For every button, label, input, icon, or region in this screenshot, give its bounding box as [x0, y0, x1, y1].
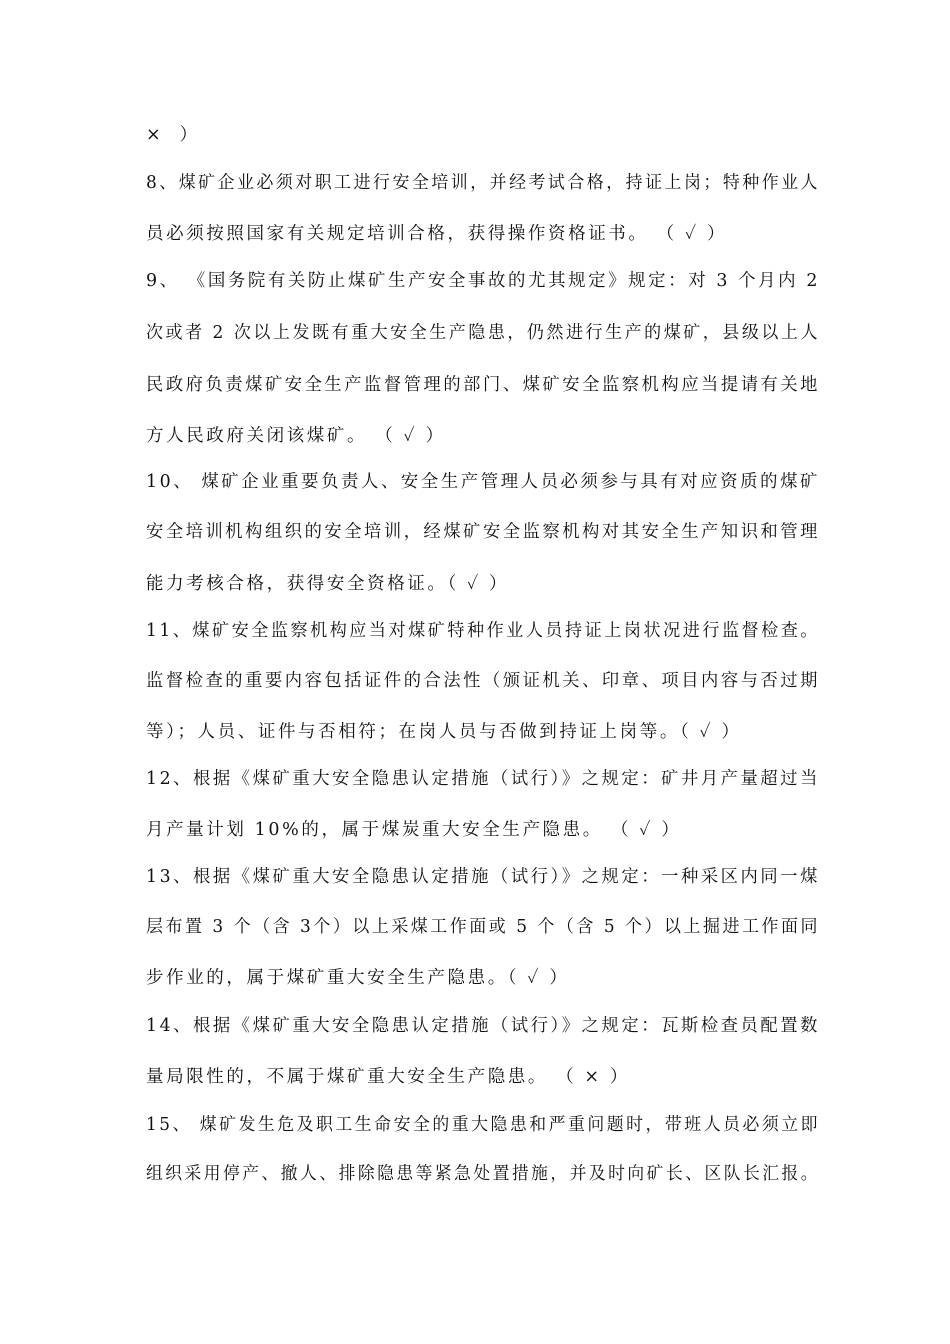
text-line	[146, 270, 823, 292]
text-line	[146, 1015, 828, 1037]
text-line	[146, 374, 829, 396]
line-text: 监督检查的重要内容包括证件的合法性（颁证机关、印章、项目内容与否过期	[146, 671, 820, 691]
line-text: 月产量计划 10%的，属于煤炭重大安全生产隐患。 （ ✓ ）	[146, 820, 682, 840]
text-line	[146, 1114, 845, 1136]
line-text: 12、根据《煤矿重大安全隐患认定措施（试行）》之规定：矿井月产量超过当	[146, 769, 820, 789]
line-text: 方人民政府关闭该煤矿。 （ ✓ ）	[146, 426, 446, 446]
text-line	[146, 172, 843, 194]
line-text: 9、 《国务院有关防止煤矿生产安全事故的尤其规定》规定：对 3 个月内 2	[146, 271, 820, 291]
text-line	[146, 670, 829, 692]
line-text: 量局限性的，不属于煤矿重大安全生产隐患。 （ × ）	[146, 1067, 630, 1087]
text-line	[146, 866, 828, 888]
line-text: × ）	[146, 125, 200, 145]
text-line	[146, 1066, 630, 1088]
text-line	[146, 721, 742, 743]
text-line	[146, 124, 200, 146]
line-text: 次或者 2 次以上发既有重大安全生产隐患，仍然进行生产的煤矿，县级以上人	[146, 323, 820, 343]
line-text: 等）；人员、证件与否相符；在岗人员与否做到持证上岗等。（ ✓ ）	[146, 722, 742, 742]
text-line	[146, 819, 681, 841]
text-line	[146, 967, 569, 989]
line-text: 11、煤矿安全监察机构应当对煤矿特种作业人员持证上岗状况进行监督检查。	[146, 621, 820, 641]
text-line	[146, 620, 837, 642]
line-text: 14、根据《煤矿重大安全隐患认定措施（试行）》之规定：瓦斯检查员配置数	[146, 1016, 820, 1036]
text-line	[146, 425, 446, 447]
line-text: 员必须按照国家有关规定培训合格，获得操作资格证书。 （ ✓ ）	[146, 224, 728, 244]
line-text: 15、 煤矿发生危及职工生命安全的重大隐患和严重问题时，带班人员必须立即	[146, 1115, 820, 1135]
text-line	[146, 322, 839, 344]
text-line	[146, 573, 509, 595]
line-text: 8、煤矿企业必须对职工进行安全培训，并经考试合格，持证上岗；特种作业人	[146, 173, 820, 193]
line-text: 民政府负责煤矿安全生产监督管理的部门、煤矿安全监察机构应当提请有关地	[146, 375, 820, 395]
line-text: 能力考核合格，获得安全资格证。（ ✓ ）	[146, 574, 510, 594]
line-text: 安全培训机构组织的安全培训，经煤矿安全监察机构对其安全生产知识和管理	[146, 522, 820, 542]
line-text: 13、根据《煤矿重大安全隐患认定措施（试行）》之规定：一种采区内同一煤	[146, 867, 820, 887]
text-line	[146, 768, 828, 790]
text-line	[146, 916, 841, 938]
text-line	[146, 1163, 850, 1185]
line-text: 10、 煤矿企业重要负责人、安全生产管理人员必须参与具有对应资质的煤矿	[146, 472, 820, 492]
text-line	[146, 471, 825, 493]
line-text: 层布置 3 个（含 3个）以上采煤工作面或 5 个（含 5 个）以上掘进工作面同	[146, 917, 820, 937]
text-line	[146, 521, 829, 543]
line-text: 组织采用停产、撤人、排除隐患等紧急处置措施，并及时向矿长、区队长汇报。	[146, 1164, 820, 1184]
line-text: 步作业的，属于煤矿重大安全生产隐患。（ ✓ ）	[146, 968, 570, 988]
text-line	[146, 223, 727, 245]
